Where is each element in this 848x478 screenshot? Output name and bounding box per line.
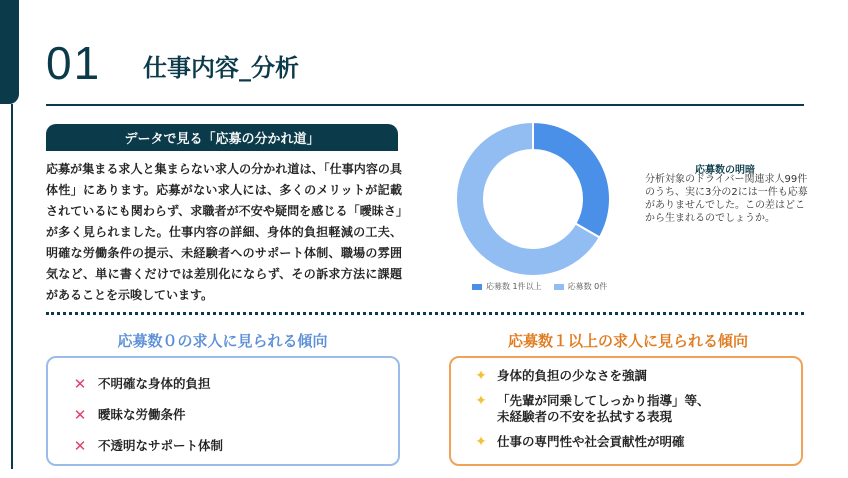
list-item-label: 不明確な身体的負担 xyxy=(98,375,211,391)
page-title: 仕事内容_分析 xyxy=(143,54,299,82)
list-item xyxy=(70,399,398,430)
zero-applicants-box xyxy=(46,356,400,466)
legend-label-zero: 応募数 0件 xyxy=(567,282,608,291)
donut-chart xyxy=(450,116,616,282)
title-divider xyxy=(46,104,804,106)
x-mark-icon: ✕ xyxy=(73,436,87,455)
applicants-box xyxy=(449,356,803,466)
dotted-divider xyxy=(46,312,804,315)
list-item xyxy=(473,434,801,450)
analysis-body-text: 応募が集まる求人と集まらない求人の分かれ道は、「仕事内容の具体性」にあります。応募がない求人には、多くのメリットが記載されているにも関わらず、求職者が不安や疑問を感じる「曖昧さ」が多く見られました。仕事内容の詳細、身体的負担軽減の工夫、明確な労働条件の提示、未経験者へのサポート体制、職場の雰囲気など、単に書くだけでは差別化にならず、その訴求方法に課題があることを示唆しています。 xyxy=(46,162,402,302)
x-mark-icon: ✕ xyxy=(73,374,87,393)
chart-legend xyxy=(472,281,607,292)
legend-swatch-applied xyxy=(472,284,482,290)
list-item xyxy=(473,393,801,425)
list-item-label: 仕事の専門性や社会貢献性が明確 xyxy=(497,434,685,449)
list-item xyxy=(70,430,398,461)
x-mark-icon: ✕ xyxy=(73,405,87,424)
donut-chart-svg xyxy=(450,116,616,282)
legend-swatch-zero xyxy=(554,284,564,290)
list-item-label: 不透明なサポート体制 xyxy=(98,437,224,453)
section-number: 01 xyxy=(46,37,102,89)
left-accent-bar xyxy=(0,0,19,104)
list-item xyxy=(473,368,801,384)
legend-item-zero xyxy=(554,281,608,292)
list-item-label: 身体的負担の少なさを強調 xyxy=(497,368,648,383)
legend-item-applied xyxy=(472,281,542,292)
analysis-banner: データで見る「応募の分かれ道」 xyxy=(46,124,398,151)
zero-applicants-heading: 応募数０の求人に見られる傾向 xyxy=(117,332,328,350)
legend-label-applied: 応募数 1件以上 xyxy=(486,282,542,291)
list-item-sublabel: 未経験者の不安を払拭する表現 xyxy=(497,409,673,424)
donut-slice-0 xyxy=(533,122,610,238)
note-text: 分析対象のドライバー関連求人99件のうち、実に3分の2には一件も応募がありませんでした。この差はどこから生まれるのでしょうか。 xyxy=(645,174,808,224)
left-accent-line xyxy=(11,104,13,469)
list-item xyxy=(70,368,398,399)
sparkle-icon: ✦ xyxy=(475,434,487,450)
list-item-label: 「先輩が同乗してしっかり指導」等、 xyxy=(497,393,710,408)
applicants-heading: 応募数１以上の求人に見られる傾向 xyxy=(507,332,748,350)
note-title: 応募数の明暗 xyxy=(695,165,755,176)
sparkle-icon: ✦ xyxy=(475,368,487,384)
list-item-label: 曖昧な労働条件 xyxy=(98,406,186,422)
sparkle-icon: ✦ xyxy=(475,393,487,409)
list-item-text xyxy=(497,393,710,425)
